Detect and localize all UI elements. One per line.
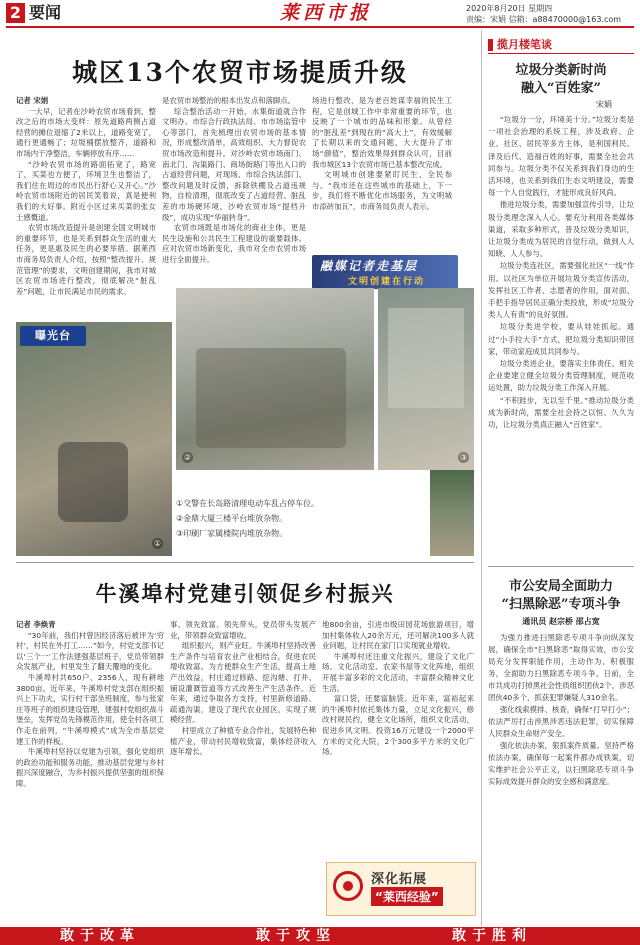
sidebar-column-tag bbox=[488, 36, 634, 54]
article2-title: 牛溪埠村党建引领促乡村振兴 bbox=[95, 581, 395, 606]
column-tag-name: 揽月楼笔谈 bbox=[497, 38, 552, 51]
paragraph: 强化线索摸排、核查，确保“打早打小”；依法严厉打击涉黑涉恶违法犯罪，切实保障人民群众生命财产安全。 bbox=[488, 705, 634, 738]
photo-captions bbox=[176, 496, 426, 548]
paragraph: 富口袋，还要富脑袋。近年来，富裕起来的牛溪埠村依托集体力量，立足文化振兴，修改村规民约，健全文化场所，组织文化活动，促进乡风文明。投资16万元建设一个2000平方米的文化大院，2个300多平方米的文化广场。 bbox=[322, 694, 474, 757]
sidebar-divider-2 bbox=[488, 566, 634, 567]
debris-shape bbox=[196, 348, 346, 448]
paragraph: 牛溪埠村共650户、2356人，现有耕地3800亩。近年来，牛溪埠村党支部在组织振兴上下功夫，实行村干部坐班制度，参与张家庄等班子的组织建设管理，建强村党组织战斗堡垒，发挥党员先锋模范作用，使全村各项工作走在前列，“牛溪埠模式”成为全市基层党建工作的样板。 bbox=[16, 672, 164, 746]
paragraph: “30年前，我们村曾因经济落后被评为‘穷村’，村民在外打工……”如今，村党支部书记以‘三个一’工作法建强基层班子，党员带领群众发展产业，村里发生了翻天覆地的变化。 bbox=[16, 630, 164, 672]
scooter-shape bbox=[58, 442, 128, 522]
paragraph: 场进行整改，是为老百姓谋幸福的民生工程，它是创城工作中非常重要的环节，也反映了一个城市的品味和形象。从曾经的“脏乱差”到现在的“高大上”，有效缓解了长期以来的交通问题，大大提升了市场“颜值”，整治效果得到群众认可，目前我市城区13个农贸市场已基本整改完成。 bbox=[312, 96, 452, 169]
paragraph: “不积跬步，无以至千里。”推动垃圾分类成为新时尚，需要全社会持之以恒、久久为功，让垃圾分类真正融入“百姓家”。 bbox=[488, 395, 634, 430]
editor-line: 责编：宋娟 信箱：a88470000@163.com bbox=[466, 15, 622, 24]
sidebar-title-line1: 垃圾分类新时尚 bbox=[515, 63, 607, 78]
paragraph: 地800余亩，引进市级田园花场旅游项目，增加村集体收入20余万元，还可解决100多人就业问题，让村民在家门口实现就业增收。 bbox=[322, 620, 474, 651]
article2-column2 bbox=[170, 620, 316, 920]
news-photo-4 bbox=[430, 470, 474, 556]
sidebar-divider bbox=[481, 30, 482, 926]
section-name: 要闻 bbox=[29, 3, 62, 22]
footer-slogan-3: 敢于胜利 bbox=[452, 928, 532, 944]
article3-title-line2: “扫黑除恶”专项斗争 bbox=[501, 597, 621, 612]
paragraph: 推进垃圾分类，需要加强宣传引导，让垃圾分类理念深入人心。要充分利用各类媒体渠道，采取多种形式，普及垃圾分类知识，让垃圾分类成为居民的自觉行动，做到人人知晓、人人参与。 bbox=[488, 200, 634, 259]
feature-banner bbox=[312, 255, 458, 289]
article1-title: 城区13个农贸市场提质升级 bbox=[72, 58, 408, 87]
column-tag-rule bbox=[488, 53, 634, 54]
sidebar-author: 宋娟 bbox=[596, 100, 612, 109]
photo-number: ② bbox=[183, 453, 192, 462]
deepen-banner-title: 深化拓展 bbox=[371, 872, 428, 887]
masthead: 莱西市报 bbox=[280, 2, 373, 24]
paragraph: 村里成立了种植专业合作社，发展特色种植产业，带动村民增收致富，集体经济收入逐年增长。 bbox=[170, 725, 316, 757]
page-header bbox=[0, 0, 640, 28]
article1-column1 bbox=[16, 96, 156, 346]
paragraph: 强化依法办案，狠抓案件质量。坚持严格依法办案，确保每一起案件都办成铁案，切实维护社会公平正义，以扫黑除恶专项斗争实际成效提升群众的安全感和满意度。 bbox=[488, 741, 634, 786]
paragraph: 牛溪埠村还注重文化振兴，建设了文化广场、文化活动室、农家书屋等文化阵地，组织开展丰富多彩的文化活动，丰富群众精神文化生活。 bbox=[322, 651, 474, 693]
banner-title: 融媒记者走基层 bbox=[320, 259, 419, 273]
wall-shape bbox=[388, 308, 464, 408]
photo-caption: ②金鼎大厦三楼平台堆放杂物。 bbox=[176, 514, 288, 523]
header-rule bbox=[6, 26, 634, 28]
byline: 记者 李焕青 bbox=[16, 620, 56, 629]
article2-column1 bbox=[16, 620, 164, 920]
footer-slogan-2: 敢于攻坚 bbox=[256, 928, 336, 944]
page-number-badge: 2 bbox=[6, 3, 25, 23]
exposure-panel-title: 曝光台 bbox=[35, 329, 71, 342]
article3-title-line1: 市公安局全面助力 bbox=[508, 579, 613, 594]
paragraph: 是农贸市场整治的根本出发点和落脚点。 bbox=[162, 96, 296, 105]
article1-column3 bbox=[312, 96, 452, 254]
section-divider bbox=[16, 562, 474, 563]
paragraph: 垃圾分类进企业，要落实主体责任。相关企业要建立健全垃圾分类管理制度，规范收运处置，助力垃圾分类工作深入开展。 bbox=[488, 359, 634, 393]
footer-bar bbox=[0, 927, 640, 945]
photo-number: ① bbox=[153, 539, 162, 548]
paragraph: 垃圾分类连社区，需要强化社区“一线”作用。以社区为单位开展垃圾分类宣传活动，发挥社区工作者、志愿者的作用，面对面、手把手指导居民正确分类投放，形成“垃圾分类人人有责”的良好氛围。 bbox=[488, 261, 634, 320]
sidebar-body bbox=[488, 114, 634, 540]
article2-column3 bbox=[322, 620, 474, 850]
paragraph: 为强力推进扫黑除恶专项斗争向纵深发展，确保全市“扫黑除恶”取得实效，市公安局充分发挥职能作用，主动作为、积极服务，全面助力扫黑除恶专项斗争。日前，全市共成功打掉黑社会性质组织团伙2个，涉恶团伙40多个，抓获犯罪嫌疑人310余名。 bbox=[488, 633, 634, 702]
news-photo-3 bbox=[378, 288, 474, 470]
photo-caption: ③印刷厂家属楼院内堆放杂物。 bbox=[176, 529, 288, 538]
paragraph: 事、领先致富、领先带头，党员带头发展产业，带领群众致富增收。 bbox=[170, 620, 316, 640]
paragraph: 一大早，记者在沙岭农贸市场看到，整改之后的市场大变样：原先道路两侧占道经营的摊位退缩了2米以上，道路变宽了，通行更通畅了；垃圾桶摆放整齐，道路和市场内干净整洁，车辆停放有序…… bbox=[16, 106, 156, 158]
photo-caption: ①交警在长岛路清理电动车乱占停车位。 bbox=[176, 499, 320, 508]
deepen-banner bbox=[326, 862, 476, 916]
paragraph: 牛溪埠村坚持以党建为引领，强化党组织的政治功能和服务功能，推动基层党建与乡村振兴深度融合，为乡村振兴提供坚强的组织保障。 bbox=[16, 747, 164, 788]
date-line: 2020年8月20日 星期四 bbox=[466, 4, 553, 13]
banner-subtitle: 文明创建在行动 bbox=[348, 277, 426, 287]
exposure-panel-label bbox=[20, 326, 86, 346]
paragraph: 综合整治活动一开始，水集街道就合作文明办、市综合行政执法局、市市场监管中心等部门，首先梳理出农贸市场的基本情况，形成整改清单，高效组织、大力督促农贸市场改造和提升。对沙岭农贸市场南门、南北门、沟渠路门、商场街路门等出入口的占道经营问题，对现场、市综合执法部门、整改问题及时反馈，拆除铁棚及占道违规物，自检清理，彻底改变了占道经营、脏乱差的市场硬环境，沙岭农贸市场“提档升级”，成功实现“华丽转身”。 bbox=[162, 106, 306, 222]
paragraph: 文明城市创建要紧盯民生、全民参与。“我市还在这些城市的基础上，下一步，我们将不断优化市场服务，为文明城市添砖加瓦”，市商务局负责人表示。 bbox=[312, 170, 452, 211]
paragraph: 垃圾分类进学校，要从娃娃抓起。通过“小手拉大手”方式，把垃圾分类知识带回家，带动家庭成员共同参与。 bbox=[488, 322, 634, 356]
article3-body bbox=[488, 632, 634, 922]
news-photo-2 bbox=[176, 288, 374, 470]
column-tag-marker bbox=[488, 39, 493, 51]
sidebar-title-line2: 融入“百姓家” bbox=[521, 81, 601, 96]
paragraph: “沙岭农贸市场的路面拓宽了，路宽了，买菜也方便了，环境卫生也整洁了，我们住在周边的市民出行舒心又开心。”沙岭农贸市场附近的居民笑着说，真是便利我们的大好事。附近小区过来买菜的张女士感慨道。 bbox=[16, 159, 156, 222]
news-photo-1 bbox=[16, 322, 172, 556]
byline: 记者 宋娟 bbox=[16, 96, 49, 105]
paragraph: 农贸市场改造提升是创建全国文明城市的重要环节，也是关系到群众生活的重大任务，更是惠及民生的必要举措。据莱西市商务局负责人介绍，按照“整改提升、规范管理”的要求，文明创建期间，我市对城区农贸市场进行整改，彻底解决“脏乱差”问题，让市民满足市民的需求。 bbox=[16, 223, 156, 296]
paragraph: 组织振兴，则产业旺。牛溪埠村坚持改善生产条件与培育农业产业相结合，促进农民增收致富。为方便群众生产生活，提高土地产出效益，村庄通过修路、挖沟塘、打井、铺设灌溉管道等方式改善生产生活条件。近年来，通过争取各方支持，村里新修道路、疏通沟渠，建设了现代农业园区，实现了规模经营。 bbox=[170, 641, 316, 725]
paragraph: “垃圾分一分，环境美十分。”垃圾分类是一项社会治理的系统工程，涉及政府、企业、社区、居民等多方主体，是利国利民、泽及后代、造福百姓的好事，需要全社会共同参与。垃圾分类不仅关系到我们身边的生活环境，也关系到我们生态文明建设，需要每一个人自觉践行，才能形成良好风尚。 bbox=[488, 115, 634, 198]
article3-byline: 通讯员 赵宗桥 邵占宽 bbox=[522, 617, 600, 626]
photo-number: ③ bbox=[459, 453, 468, 462]
article1-column2 bbox=[162, 96, 306, 282]
deepen-banner-subtitle: “莱西经验” bbox=[371, 887, 443, 906]
paragraph: 农贸市场既是市场化的商业主体，更是民生设施和公共民生工程建设的重要载体。应对农贸市场新变化，我市对全市农贸市场进行全面提升。 bbox=[162, 223, 306, 264]
target-icon bbox=[333, 871, 363, 901]
footer-slogan-1: 敢于改革 bbox=[60, 928, 140, 944]
